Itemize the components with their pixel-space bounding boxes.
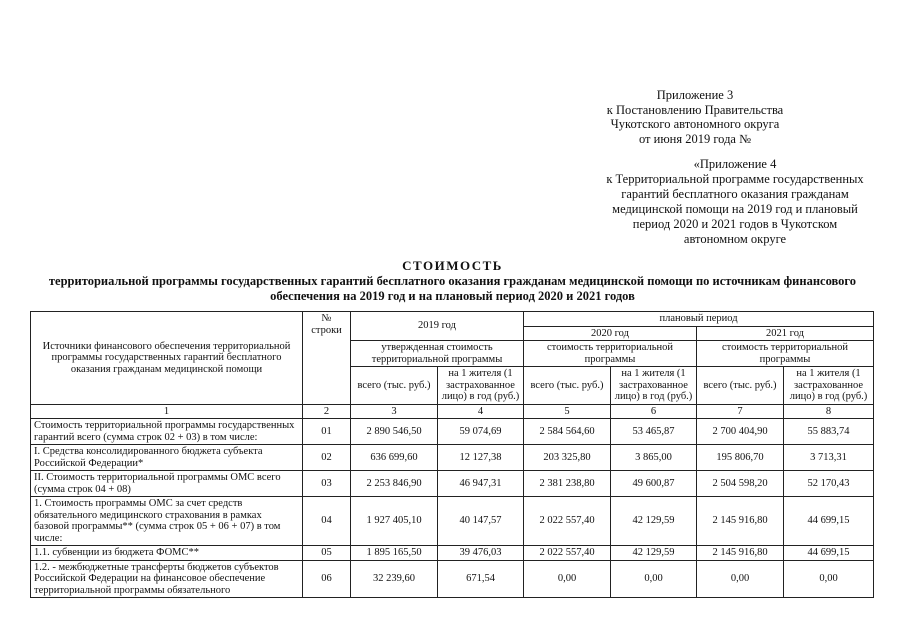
header-source: Источники финансового обеспечения территориальной программы государственных гарантий бесплатного оказания гражданам медицинской помощи [31,312,303,405]
appendix-line: автономном округе [683,232,787,246]
cell-value: 2 022 557,40 [524,546,611,561]
cell-value: 1 927 405,10 [351,497,438,546]
header-per-capita: на 1 жителя (1 застрахованное лицо) в год (руб.) [438,367,524,405]
appendix-4-block [580,157,890,247]
row-source: 1.1. субвенции из бюджета ФОМС** [31,546,303,561]
cell-value: 44 699,15 [784,497,874,546]
table-row [31,560,874,598]
appendix-line: от июня 2019 года № [638,131,752,146]
cell-value: 40 147,57 [438,497,524,546]
row-source: II. Стоимость территориальной программы ОМС всего (сумма строк 04 + 08) [31,471,303,497]
row-line: 04 [303,497,351,546]
appendix-line: период 2020 и 2021 годов в Чукотском [632,217,838,231]
table-row [31,445,874,471]
cell-value: 55 883,74 [784,419,874,445]
header-per-capita: на 1 жителя (1 застрахованное лицо) в год (руб.) [611,367,697,405]
appendix-line: к Территориальной программе государственных [606,172,864,186]
header-line-number: № строки [303,312,351,405]
header-2021: 2021 год [697,326,874,341]
header-total: всего (тыс. руб.) [697,367,784,405]
document-title: СТОИМОСТЬ [402,258,503,273]
header-total: всего (тыс. руб.) [351,367,438,405]
cell-value: 203 325,80 [524,445,611,471]
cell-value: 39 476,03 [438,546,524,561]
appendix-line: Чукотского автономного округа [610,117,780,131]
cell-value: 49 600,87 [611,471,697,497]
cell-value: 2 145 916,80 [697,497,784,546]
cell-value: 671,54 [438,560,524,598]
cell-value: 0,00 [524,560,611,598]
row-line: 02 [303,445,351,471]
appendix-line: к Постановлению Правительства [606,102,784,117]
cell-value: 53 465,87 [611,419,697,445]
header-2020: 2020 год [524,326,697,341]
column-number: 4 [438,404,524,419]
header-cost-2020: стоимость территориальной программы [524,341,697,367]
header-plan-period: плановый период [524,312,874,327]
cell-value: 3 865,00 [611,445,697,471]
column-number: 5 [524,404,611,419]
header-approved-cost: утвержденная стоимость территориальной программы [351,341,524,367]
cell-value: 2 700 404,90 [697,419,784,445]
appendix-line: Приложение 3 [656,88,734,102]
column-number: 6 [611,404,697,419]
column-number: 3 [351,404,438,419]
appendix-line: «Приложение 4 [693,157,777,171]
appendix-line: медицинской помощи на 2019 год и плановый [612,202,858,216]
cell-value: 1 895 165,50 [351,546,438,561]
cell-value: 44 699,15 [784,546,874,561]
row-source: I. Средства консолидированного бюджета субъекта Российской Федерации* [31,445,303,471]
row-source: Стоимость территориальной программы государственных гарантий всего (сумма строк 02 + 03) в том числе: [31,419,303,445]
document-subtitle: территориальной программы государственных гарантий бесплатного оказания гражданам медицинской помощи по источникам финансового обеспечения на 2019 год и на плановый период 2020 и 2021 годов [48,274,857,303]
cell-value: 2 253 846,90 [351,471,438,497]
cell-value: 42 129,59 [611,546,697,561]
header-per-capita: на 1 жителя (1 застрахованное лицо) в год (руб.) [784,367,874,405]
column-number: 7 [697,404,784,419]
cell-value: 2 381 238,80 [524,471,611,497]
cell-value: 42 129,59 [611,497,697,546]
table-row [31,471,874,497]
cell-value: 636 699,60 [351,445,438,471]
cell-value: 2 584 564,60 [524,419,611,445]
table-row [31,419,874,445]
cell-value: 46 947,31 [438,471,524,497]
cell-value: 0,00 [784,560,874,598]
cell-value: 59 074,69 [438,419,524,445]
appendix-3-block [560,88,830,146]
column-number: 1 [31,404,303,419]
row-line: 06 [303,560,351,598]
row-source: 1.2. - межбюджетные трансферты бюджетов субъектов Российской Федерации на финансовое обеспечение территориальной программы обязательного [31,560,303,598]
cell-value: 32 239,60 [351,560,438,598]
cell-value: 3 713,31 [784,445,874,471]
header-2019: 2019 год [351,312,524,341]
cell-value: 2 145 916,80 [697,546,784,561]
row-line: 05 [303,546,351,561]
cell-value: 195 806,70 [697,445,784,471]
cell-value: 12 127,38 [438,445,524,471]
row-source: 1. Стоимость программы ОМС за счет средств обязательного медицинского страхования в рамках базовой программы** (сумма строк 05 + 06 + 07) в том числе: [31,497,303,546]
row-line: 03 [303,471,351,497]
column-number: 2 [303,404,351,419]
cell-value: 0,00 [697,560,784,598]
cell-value: 2 890 546,50 [351,419,438,445]
column-number-row [31,404,874,419]
cell-value: 2 022 557,40 [524,497,611,546]
header-cost-2021: стоимость территориальной программы [697,341,874,367]
table-row [31,546,874,561]
cell-value: 0,00 [611,560,697,598]
cell-value: 52 170,43 [784,471,874,497]
cost-table [30,311,874,598]
header-total: всего (тыс. руб.) [524,367,611,405]
table-row [31,497,874,546]
column-number: 8 [784,404,874,419]
appendix-line: гарантий бесплатного оказания гражданам [621,187,849,201]
cell-value: 2 504 598,20 [697,471,784,497]
row-line: 01 [303,419,351,445]
